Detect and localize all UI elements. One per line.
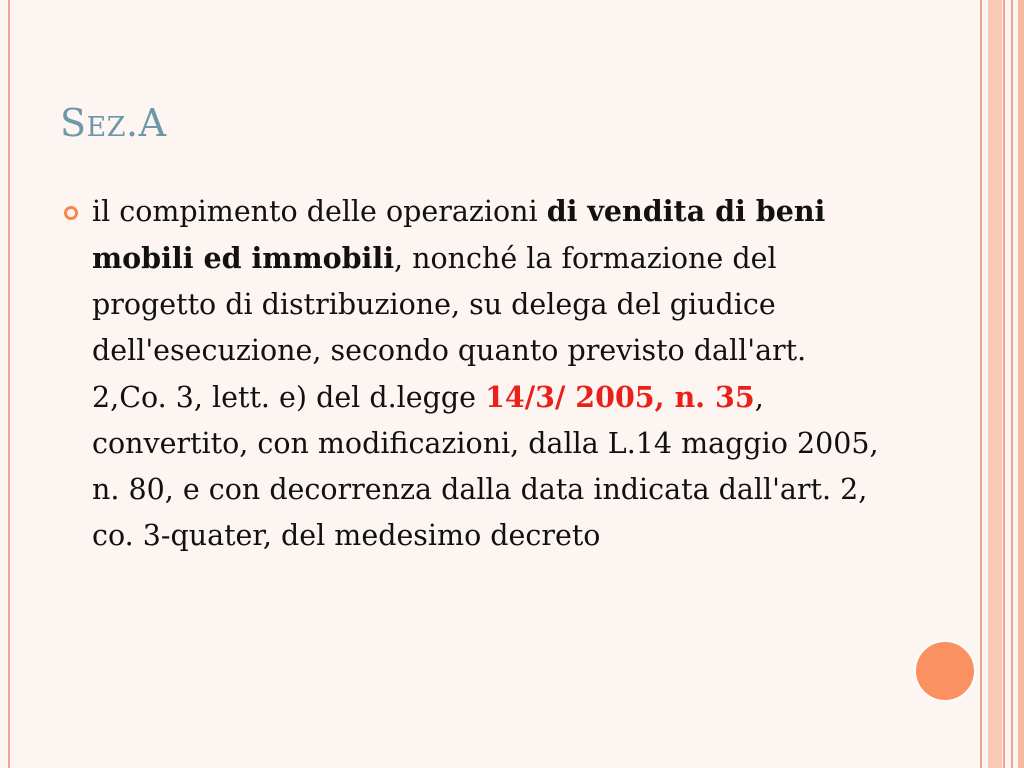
bullet-highlight-text: 14/3/ 2005, n. 35 [485,380,755,414]
left-border-line [8,0,10,768]
bullet-text-part: , convertito, con modificazioni, dalla L.14 maggio 2005, n. 80, e con decorrenza dalla data indicata dall'art. 2, co. 3-quater, del medesimo decreto [92,381,879,552]
bullet-text-part: il compimento delle operazioni [92,195,547,228]
bullet-bold-text: di vendita di beni mobili ed immobili [92,194,826,275]
right-border-line [980,0,982,768]
right-border-band [988,0,1002,768]
right-border-band [1018,0,1024,768]
circle-bullet-icon [64,206,78,220]
bullet-text [92,188,882,559]
decorative-circle-icon [914,640,976,702]
bullet-text-part: , nonché la formazione del progetto di distribuzione, su delega del giudice dell'esecuzione, secondo quanto previsto dall'art. 2,Co. 3, lett. e) del d.legge [92,242,807,414]
right-border-line [1011,0,1013,768]
slide-title: Sez.A [60,101,167,145]
right-border-line [1003,0,1005,768]
